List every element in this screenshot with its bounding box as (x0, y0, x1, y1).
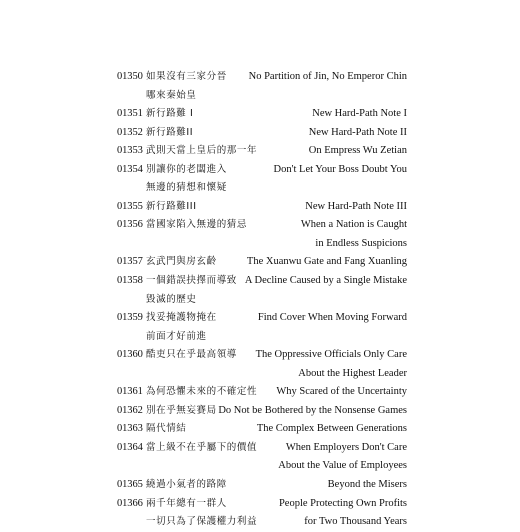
toc-entry (117, 68, 407, 87)
chinese-title: 新行路難II (146, 126, 194, 138)
chinese-title: 找妥掩護物掩在 (146, 312, 217, 324)
toc-entry (117, 476, 407, 495)
toc-entry-continuation (117, 513, 407, 532)
english-title: New Hard-Path Note II (308, 126, 407, 138)
toc-entry (117, 346, 407, 365)
english-title: When Employers Don't Care (285, 441, 407, 453)
toc-entry (117, 142, 407, 161)
toc-entry-continuation (117, 457, 407, 476)
entry-number: 01361 (117, 386, 143, 398)
chinese-title-line-2: 無邊的猜想和懷疑 (146, 182, 227, 194)
english-title-line-2: About the Highest Leader (298, 367, 407, 379)
english-title: No Partition of Jin, No Emperor Chin (248, 71, 407, 82)
chinese-title: 繞過小氣者的路障 (146, 479, 227, 491)
chinese-title: 新行路難III (146, 200, 197, 212)
toc-entry-continuation (117, 179, 407, 198)
chinese-title-line-2: 前面才好前進 (146, 330, 207, 342)
english-title-line-2: About the Value of Employees (278, 460, 407, 472)
entry-number: 01366 (117, 497, 143, 509)
english-title: New Hard-Path Note I (312, 108, 407, 120)
chinese-title: 新行路難 I (146, 108, 194, 120)
english-title: A Decline Caused by a Single Mistake (244, 275, 407, 287)
entry-number: 01358 (117, 275, 143, 287)
chinese-title-line-2: 一切只為了保護權力利益 (146, 516, 258, 528)
entry-number: 01355 (117, 200, 143, 212)
english-title-line-2: in Endless Suspicions (315, 237, 407, 249)
english-title-line-2: for Two Thousand Years (304, 516, 407, 528)
toc-entry (117, 216, 407, 235)
english-title: Don't Let Your Boss Doubt You (273, 163, 407, 175)
entry-number: 01360 (117, 349, 143, 361)
entry-number: 01354 (117, 163, 143, 175)
english-title: Why Scared of the Uncertainty (276, 386, 407, 398)
toc-entry (117, 439, 407, 458)
toc-entry (117, 402, 407, 421)
toc-entry-continuation (117, 235, 407, 254)
toc-entry (117, 420, 407, 439)
chinese-title: 一個錯誤抉擇而導致 (146, 275, 237, 287)
toc-entry (117, 272, 407, 291)
entry-number: 01356 (117, 219, 143, 231)
english-title: The Complex Between Generations (256, 423, 407, 435)
english-title: Beyond the Misers (327, 479, 407, 491)
entry-number: 01363 (117, 423, 143, 435)
chinese-title: 武則天當上皇后的那一年 (146, 145, 258, 157)
toc-entry (117, 309, 407, 328)
entry-number: 01352 (117, 126, 143, 138)
entry-number: 01350 (117, 71, 143, 82)
english-title: The Xuanwu Gate and Fang Xuanling (246, 256, 407, 268)
toc-entry (117, 495, 407, 514)
chinese-title: 別在乎無妄賽局 (146, 404, 217, 416)
chinese-title: 兩千年總有一群人 (146, 497, 227, 509)
entry-number: 01365 (117, 479, 143, 491)
chinese-title: 如果沒有三家分晉 (146, 71, 227, 82)
chinese-title: 別讓你的老闆進入 (146, 163, 227, 175)
toc-entry-continuation (117, 365, 407, 384)
toc-entry (117, 105, 407, 124)
entry-number: 01353 (117, 145, 143, 157)
english-title: The Oppressive Officials Only Care (255, 349, 407, 361)
toc-entry-continuation (117, 328, 407, 347)
chinese-title: 玄武門與房玄齡 (146, 256, 217, 268)
entry-number: 01357 (117, 256, 143, 268)
entry-number: 01359 (117, 312, 143, 324)
toc-entry (117, 253, 407, 272)
english-title: People Protecting Own Profits (278, 497, 407, 509)
english-title: Find Cover When Moving Forward (257, 312, 407, 324)
chinese-title: 為何恐懼未來的不確定性 (146, 386, 258, 398)
toc-entry-continuation (117, 291, 407, 310)
entry-number: 01364 (117, 441, 143, 453)
toc-entry (117, 124, 407, 143)
toc-entry (117, 161, 407, 180)
toc-entry (117, 198, 407, 217)
chinese-title-line-2: 哪來秦始皇 (146, 89, 197, 101)
chinese-title: 當上級不在乎屬下的價值 (146, 441, 258, 453)
entry-number: 01351 (117, 108, 143, 120)
english-title: New Hard-Path Note III (305, 200, 407, 212)
chinese-title: 當國家陷入無邊的猜忌 (146, 219, 248, 231)
toc-entry (117, 383, 407, 402)
chinese-title: 酷吏只在乎最高領導 (146, 349, 237, 361)
english-title: On Empress Wu Zetian (308, 145, 407, 157)
table-of-contents (117, 68, 407, 532)
english-title: When a Nation is Caught (300, 219, 407, 231)
entry-number: 01362 (117, 404, 143, 416)
chinese-title-line-2: 毀滅的歷史 (146, 293, 197, 305)
chinese-title: 隔代情結 (146, 423, 187, 435)
toc-entry-continuation (117, 87, 407, 106)
english-title: Do Not be Bothered by the Nonsense Games (218, 404, 407, 416)
